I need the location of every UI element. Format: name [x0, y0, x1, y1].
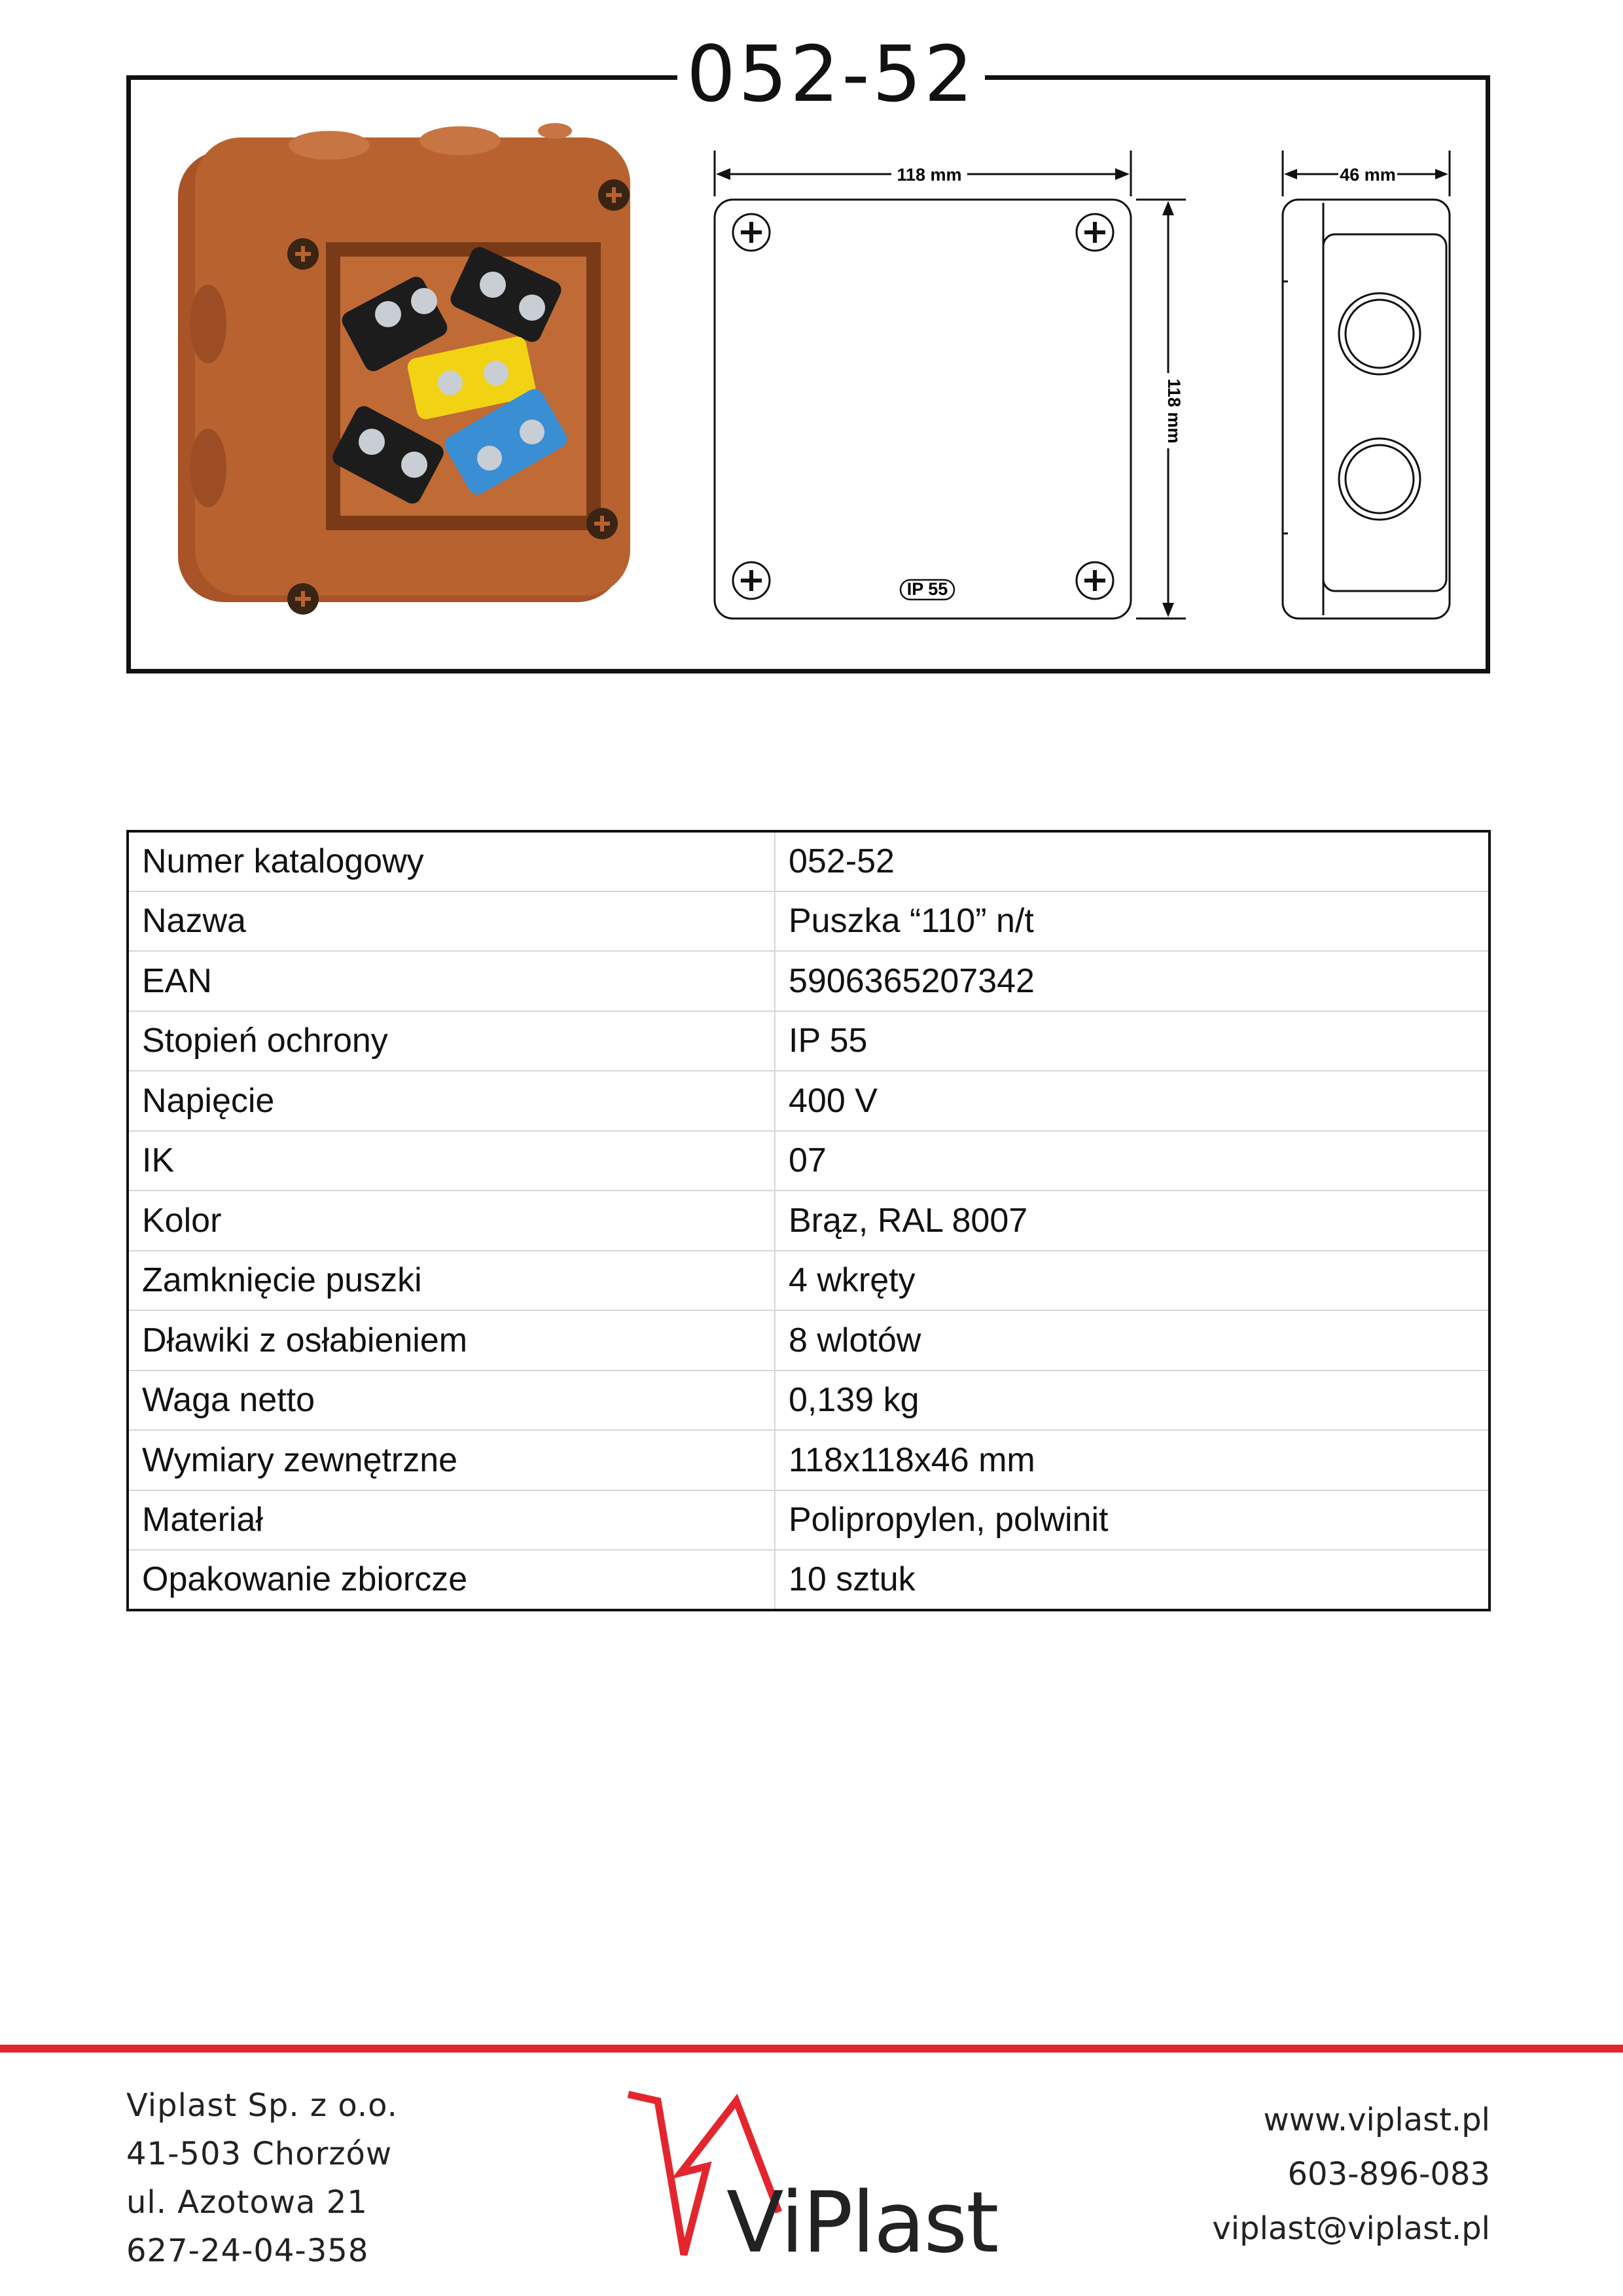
- table-row: [128, 951, 1489, 1011]
- table-row: [128, 1490, 1489, 1551]
- spec-key: Nazwa: [128, 891, 775, 952]
- spec-key: Opakowanie zbiorcze: [128, 1550, 775, 1610]
- gland-opening-icon: [1339, 293, 1420, 520]
- spec-value: 07: [775, 1131, 1489, 1191]
- spec-value: 4 wkręty: [775, 1251, 1489, 1311]
- height-dimension-label: 118 mm: [1164, 378, 1184, 444]
- company-address: [126, 2081, 398, 2275]
- spec-key: IK: [128, 1131, 775, 1191]
- company-phone: 627-24-04-358: [126, 2233, 369, 2269]
- spec-key: Napięcie: [128, 1071, 775, 1131]
- ip-badge: IP 55: [906, 579, 948, 599]
- page-title: 052-52: [677, 18, 985, 130]
- spec-value: IP 55: [775, 1011, 1489, 1071]
- company-street: ul. Azotowa 21: [126, 2184, 368, 2221]
- spec-value: 118x118x46 mm: [775, 1430, 1489, 1490]
- spec-key: Kolor: [128, 1191, 775, 1251]
- spec-key: Wymiary zewnętrzne: [128, 1430, 775, 1490]
- table-row: [128, 891, 1489, 952]
- width-dimension-label: 118 mm: [897, 165, 962, 185]
- table-row: [128, 1550, 1489, 1610]
- contact-info: [1212, 2093, 1490, 2256]
- spec-key: Dławiki z osłabieniem: [128, 1310, 775, 1371]
- company-name: Viplast Sp. z o.o.: [126, 2087, 398, 2124]
- spec-value: Brąz, RAL 8007: [775, 1191, 1489, 1251]
- table-row: [128, 1011, 1489, 1071]
- spec-value: 8 wlotów: [775, 1310, 1489, 1371]
- table-row: [128, 1430, 1489, 1490]
- logo-text: ViPlast: [726, 2174, 998, 2271]
- spec-key: EAN: [128, 951, 775, 1011]
- depth-dimension-label: 46 mm: [1340, 165, 1396, 185]
- mobile-phone: 603-896-083: [1287, 2156, 1490, 2193]
- spec-key: Stopień ochrony: [128, 1011, 775, 1071]
- table-row: [128, 1251, 1489, 1311]
- table-row: [128, 1371, 1489, 1431]
- spec-value: Polipropylen, polwinit: [775, 1490, 1489, 1551]
- viplast-logo: [609, 2075, 1001, 2271]
- footer-divider: [0, 2045, 1623, 2053]
- spec-value: 10 sztuk: [775, 1550, 1489, 1610]
- spec-value: 400 V: [775, 1071, 1489, 1131]
- spec-key: Numer katalogowy: [128, 831, 775, 891]
- spec-key: Zamknięcie puszki: [128, 1251, 775, 1311]
- spec-key: Waga netto: [128, 1371, 775, 1431]
- screw-hole-icon: [733, 214, 1113, 599]
- spec-key: Materiał: [128, 1490, 775, 1551]
- specification-table: [126, 830, 1491, 1611]
- product-photo: [169, 111, 640, 648]
- table-row: [128, 1191, 1489, 1251]
- spec-value: 5906365207342: [775, 951, 1489, 1011]
- website-link[interactable]: www.viplast.pl: [1263, 2102, 1490, 2138]
- table-row: [128, 1131, 1489, 1191]
- spec-value: Puszka “110” n/t: [775, 891, 1489, 952]
- spec-value: 0,139 kg: [775, 1371, 1489, 1431]
- technical-drawing: [694, 137, 1479, 648]
- spec-value: 052-52: [789, 842, 895, 881]
- email-link[interactable]: viplast@viplast.pl: [1212, 2210, 1490, 2247]
- table-row: [128, 1310, 1489, 1371]
- table-row: [128, 1071, 1489, 1131]
- table-row: [128, 831, 1489, 891]
- company-city: 41-503 Chorzów: [126, 2136, 393, 2172]
